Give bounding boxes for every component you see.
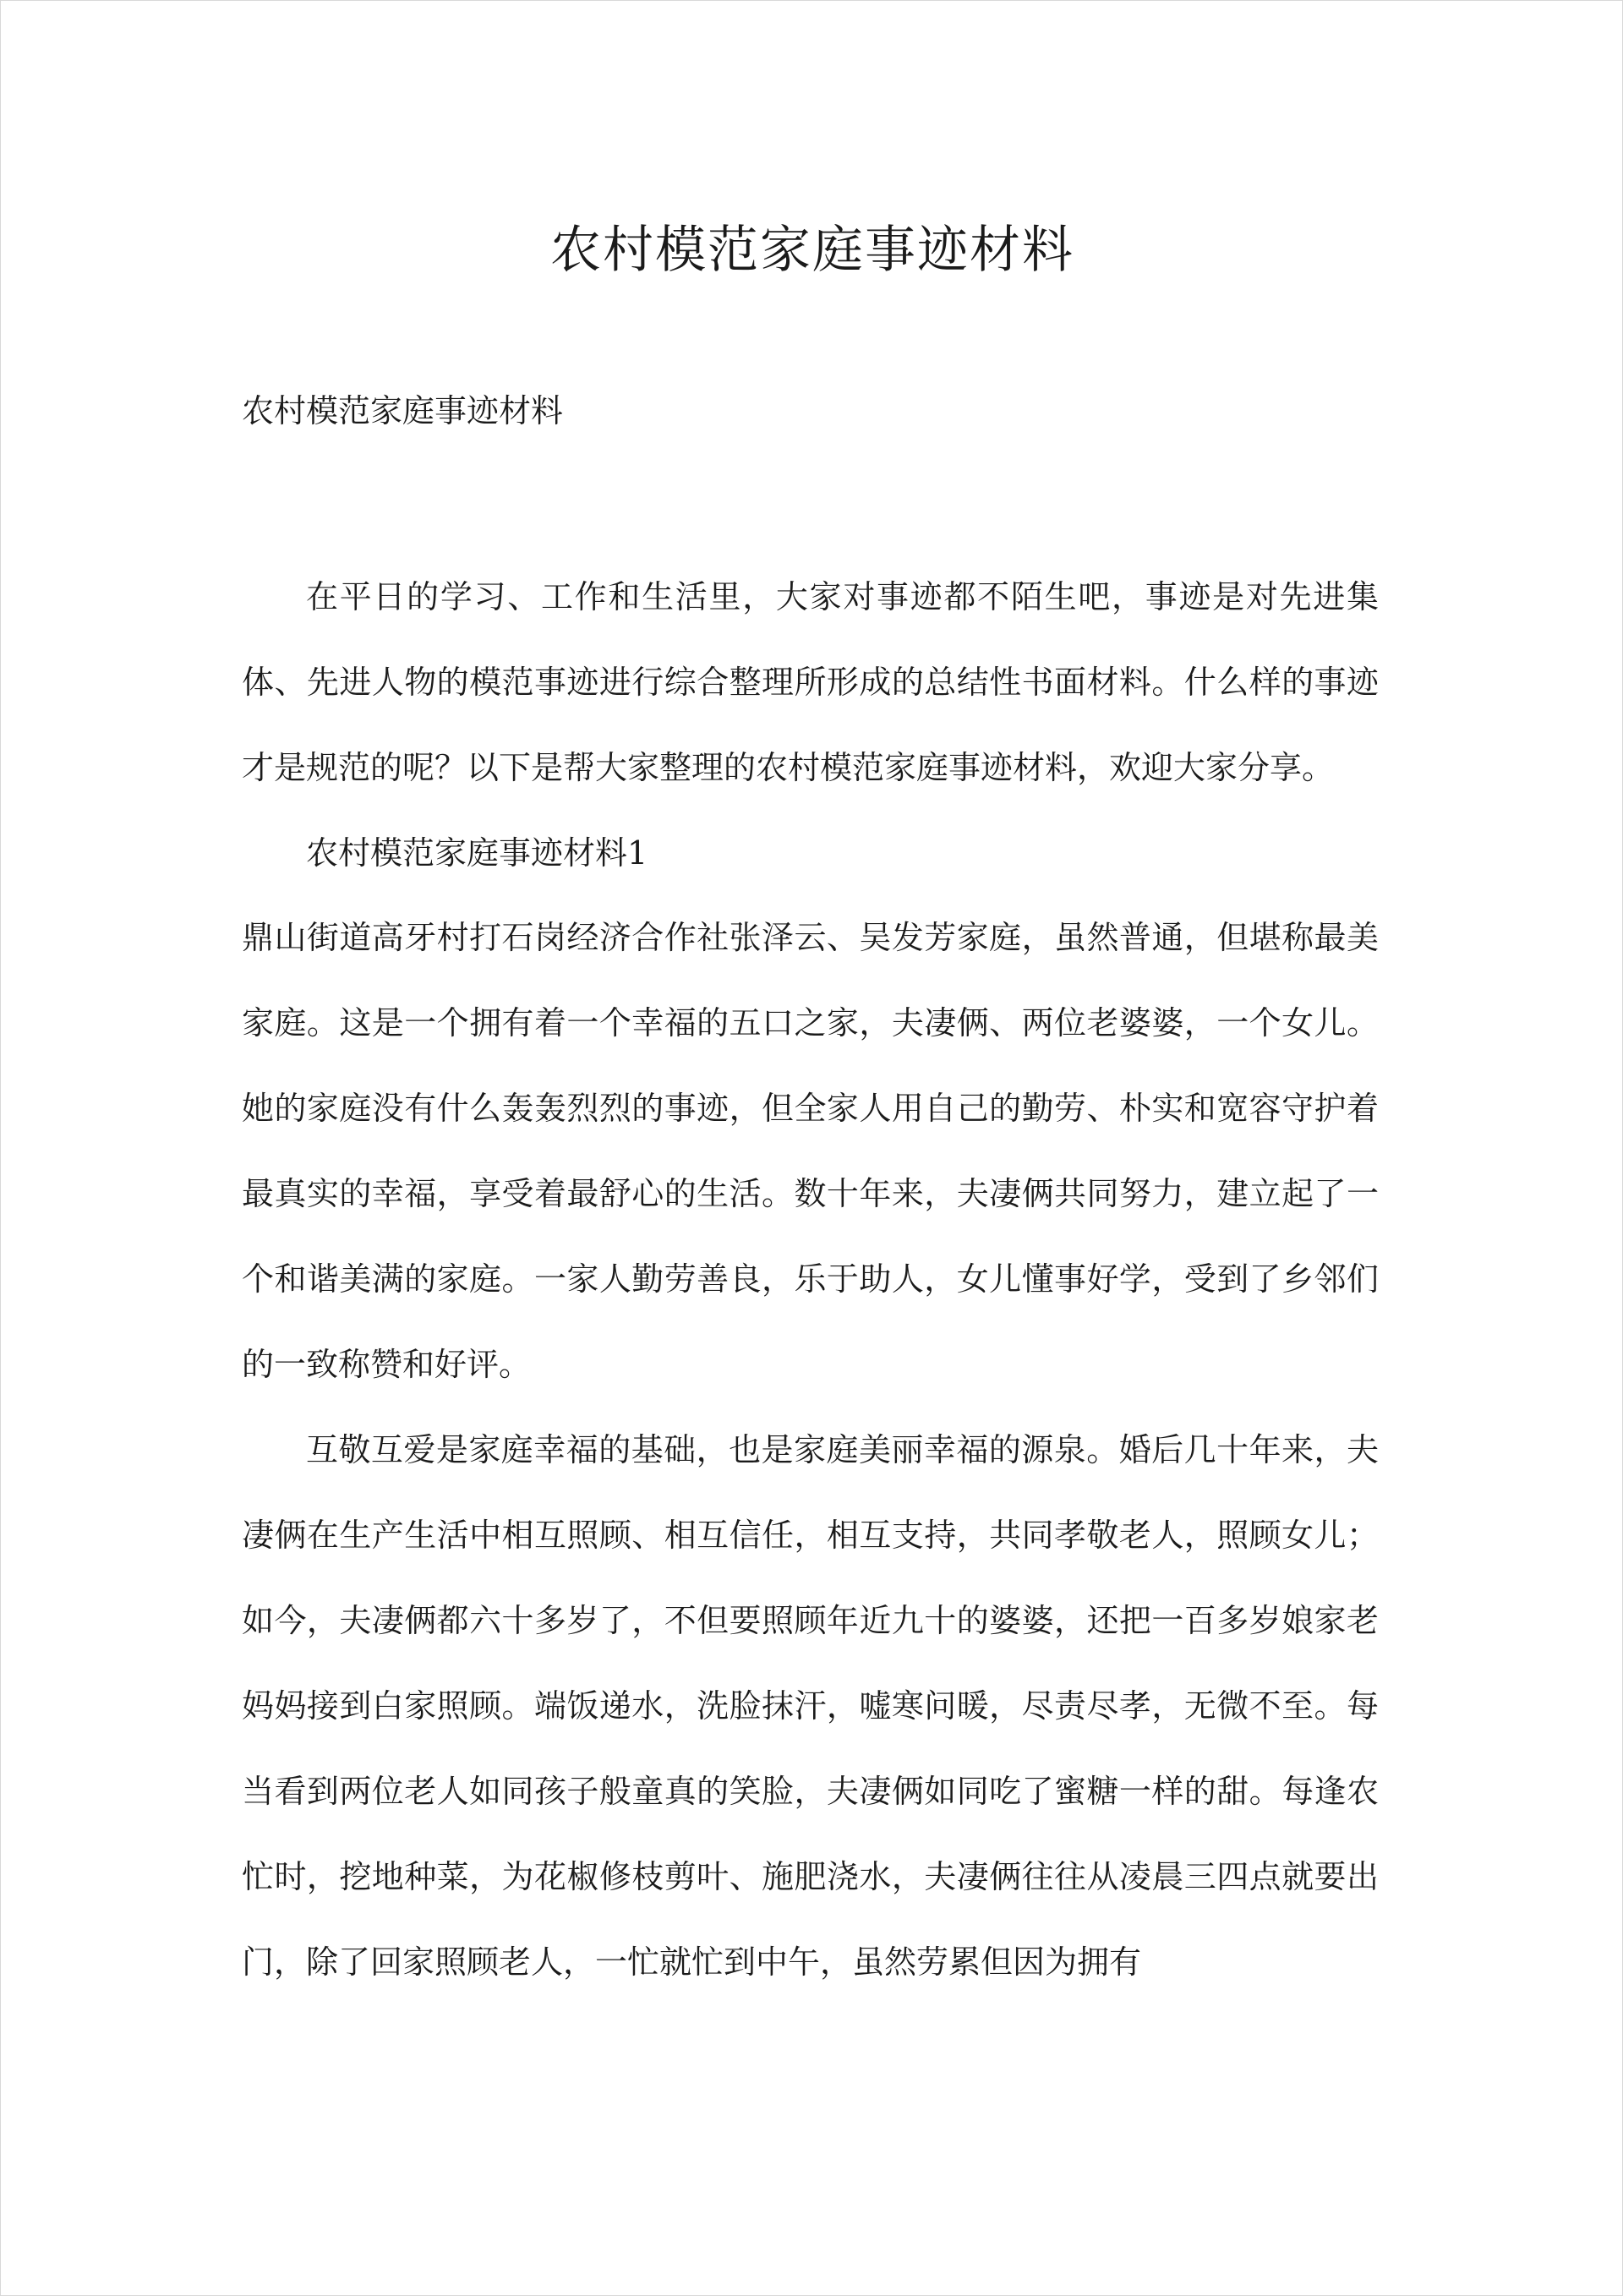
intro-paragraph: 在平日的学习、工作和生活里，大家对事迹都不陌生吧，事迹是对先进集体、先进人物的模范事迹进行综合整理所形成的总结性书面材料。什么样的事迹才是规范的呢？以下是帮大家整理的农村模范家庭事迹材料，欢迎大家分享。 [242, 578, 1379, 786]
section-heading: 农村模范家庭事迹材料1 [306, 834, 648, 872]
document-title: 农村模范家庭事迹材料 [550, 221, 1074, 280]
body-paragraph-2: 互敬互爱是家庭幸福的基础，也是家庭美丽幸福的源泉。婚后几十年来，夫凄俩在生产生活中相互照顾、相互信任，相互支持，共同孝敬老人，照顾女儿；如今，夫凄俩都六十多岁了，不但要照顾年近九十的婆婆，还把一百多岁娘家老妈妈接到白家照顾。端饭递水，洗脸抹汗，嘘寒问暖，尽责尽孝，无微不至。每当看到两位老人如同孩子般童真的笑脸，夫凄俩如同吃了蜜糖一样的甜。每逢农忙时，挖地种菜，为花椒修枝剪叶、施肥浇水，夫凄俩往往从凌晨三四点就要出门，除了回家照顾老人，一忙就忙到中午，虽然劳累但因为拥有 [242, 1431, 1379, 1981]
body-paragraph-1: 鼎山街道高牙村打石岗经济合作社张泽云、吴发芳家庭，虽然普通，但堪称最美家庭。这是一个拥有着一个幸福的五口之家，夫凄俩、两位老婆婆，一个女儿。她的家庭没有什么轰轰烈烈的事迹，但全家人用自己的勤劳、朴实和宽容守护着最真实的幸福，享受着最舒心的生活。数十年来，夫凄俩共同努力，建立起了一个和谐美满的家庭。一家人勤劳善良，乐于助人，女儿懂事好学，受到了乡邻们的一致称赞和好评。 [242, 919, 1379, 1383]
document-subtitle: 农村模范家庭事迹材料 [242, 392, 564, 429]
document-body [242, 555, 1379, 2005]
